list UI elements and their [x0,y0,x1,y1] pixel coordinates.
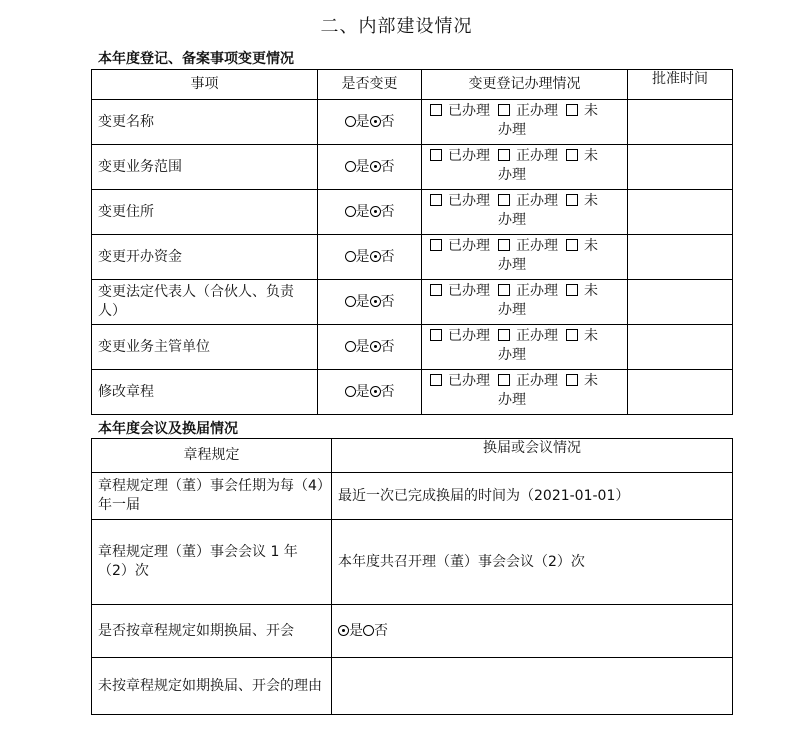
option-not: 未 [584,103,598,119]
option-wrap-text: 办理 [498,257,526,273]
changed-cell [318,190,422,235]
changed-cell [318,325,422,370]
status-cell [422,100,628,145]
radio-yes-icon[interactable] [345,206,356,217]
option-not: 未 [584,148,598,164]
table-row [92,235,733,280]
radio-no-label: 否 [380,293,395,310]
radio-yes-label: 是 [349,622,363,639]
item-label: 变更开办资金 [98,248,182,265]
option-done: 已办理 [448,148,490,164]
option-done: 已办理 [448,193,490,209]
checkbox-icon[interactable] [498,239,510,251]
table-header-row [92,70,733,100]
option-wrap-text: 办理 [498,167,526,183]
table-row [92,605,733,658]
meeting-status-cell: 本年度共召开理（董）事会会议（2）次 [332,520,733,605]
radio-yes-label: 是 [355,203,370,220]
radio-no-selected-icon[interactable] [370,296,381,307]
checkbox-icon[interactable] [566,239,578,251]
table-row [92,280,733,325]
section-title-changes: 本年度登记、备案事项变更情况 [98,51,294,67]
option-not: 未 [584,238,598,254]
radio-yes-label: 是 [355,158,370,175]
radio-no-selected-icon[interactable] [370,251,381,262]
radio-yes-label: 是 [355,113,370,130]
option-done: 已办理 [448,238,490,254]
changed-cell [318,235,422,280]
status-cell [422,280,628,325]
option-in-progress: 正办理 [516,283,558,299]
header-item: 事项 [92,70,318,100]
radio-yes-label: 是 [355,338,370,355]
status-cell [422,325,628,370]
option-in-progress: 正办理 [516,373,558,389]
option-wrap-text: 办理 [498,347,526,363]
page-title: 二、内部建设情况 [320,16,473,37]
radio-no-selected-icon[interactable] [370,206,381,217]
checkbox-icon[interactable] [566,374,578,386]
option-done: 已办理 [448,373,490,389]
item-cell [92,235,318,280]
checkbox-icon[interactable] [430,374,442,386]
option-done: 已办理 [448,328,490,344]
checkbox-icon[interactable] [430,329,442,341]
approval-time-cell[interactable] [628,235,733,280]
radio-yes-icon[interactable] [345,386,356,397]
item-label: 变更住所 [98,203,154,220]
checkbox-icon[interactable] [566,329,578,341]
header-approval-time: 批准时间 [628,70,733,100]
changed-cell [318,370,422,415]
item-label: 变更法定代表人（合伙人、负责人） [98,284,294,319]
option-not: 未 [584,193,598,209]
item-cell [92,190,318,235]
radio-no-selected-icon[interactable] [370,386,381,397]
option-wrap-text: 办理 [498,122,526,138]
option-not: 未 [584,283,598,299]
radio-no-selected-icon[interactable] [370,161,381,172]
status-cell [422,190,628,235]
approval-time-cell[interactable] [628,145,733,190]
approval-time-cell[interactable] [628,280,733,325]
table-row [92,325,733,370]
radio-no-icon[interactable] [363,625,374,636]
radio-yes-icon[interactable] [345,341,356,352]
option-in-progress: 正办理 [516,148,558,164]
meeting-status-cell: 最近一次已完成换届的时间为（2021-01-01） [332,473,733,520]
radio-no-selected-icon[interactable] [370,116,381,127]
approval-time-cell[interactable] [628,190,733,235]
changes-table [91,69,733,415]
item-label: 变更名称 [98,113,154,130]
meeting-status-cell [332,605,733,658]
radio-yes-label: 是 [355,383,370,400]
checkbox-icon[interactable] [430,284,442,296]
meeting-status-cell [332,658,733,715]
option-in-progress: 正办理 [516,193,558,209]
rule-cell: 是否按章程规定如期换届、开会 [92,605,332,658]
rule-cell: 未按章程规定如期换届、开会的理由 [92,658,332,715]
table-row [92,190,733,235]
checkbox-icon[interactable] [498,374,510,386]
checkbox-icon[interactable] [498,104,510,116]
checkbox-icon[interactable] [430,194,442,206]
meetings-table [91,438,733,715]
checkbox-icon[interactable] [566,104,578,116]
option-done: 已办理 [448,103,490,119]
header-status: 变更登记办理情况 [422,70,628,100]
changed-cell [318,280,422,325]
table-row [92,520,733,605]
option-not: 未 [584,328,598,344]
radio-yes-label: 是 [355,293,370,310]
radio-yes-selected-icon[interactable] [338,625,349,636]
radio-no-label: 否 [380,203,395,220]
radio-no-label: 否 [380,158,395,175]
table-row [92,370,733,415]
checkbox-icon[interactable] [430,149,442,161]
table-row [92,473,733,520]
approval-time-cell[interactable] [628,100,733,145]
checkbox-icon[interactable] [430,104,442,116]
radio-yes-icon[interactable] [345,296,356,307]
header-rule: 章程规定 [92,439,332,473]
status-cell [422,235,628,280]
changed-cell [318,145,422,190]
item-cell [92,325,318,370]
rule-cell: 章程规定理（董）事会任期为每（4）年一届 [92,473,332,520]
item-label: 变更业务主管单位 [98,338,210,355]
option-in-progress: 正办理 [516,328,558,344]
radio-no-label: 否 [380,338,395,355]
checkbox-icon[interactable] [498,149,510,161]
option-not: 未 [584,373,598,389]
radio-no-label: 否 [380,113,395,130]
status-cell [422,370,628,415]
checkbox-icon[interactable] [498,284,510,296]
approval-time-cell[interactable] [628,370,733,415]
option-wrap-text: 办理 [498,302,526,318]
status-cell [422,145,628,190]
item-cell [92,100,318,145]
radio-no-selected-icon[interactable] [370,341,381,352]
section-title-meetings: 本年度会议及换届情况 [98,421,238,437]
option-done: 已办理 [448,283,490,299]
checkbox-icon[interactable] [430,239,442,251]
radio-yes-icon[interactable] [345,251,356,262]
radio-yes-label: 是 [355,248,370,265]
approval-time-cell[interactable] [628,325,733,370]
table-row [92,145,733,190]
radio-yes-icon[interactable] [345,161,356,172]
header-meeting-status: 换届或会议情况 [332,439,733,473]
item-label: 变更业务范围 [98,158,182,175]
checkbox-icon[interactable] [566,284,578,296]
item-label: 修改章程 [98,383,154,400]
option-wrap-text: 办理 [498,212,526,228]
checkbox-icon[interactable] [566,149,578,161]
item-cell [92,280,318,325]
option-in-progress: 正办理 [516,238,558,254]
table-row [92,100,733,145]
rule-cell: 章程规定理（董）事会会议 1 年（2）次 [92,520,332,605]
checkbox-icon[interactable] [498,194,510,206]
table-row [92,658,733,715]
table-header-row [92,439,733,473]
option-in-progress: 正办理 [516,103,558,119]
item-cell [92,370,318,415]
radio-no-label: 否 [380,383,395,400]
option-wrap-text: 办理 [498,392,526,408]
item-cell [92,145,318,190]
checkbox-icon[interactable] [498,329,510,341]
radio-no-label: 否 [380,248,395,265]
radio-yes-icon[interactable] [345,116,356,127]
changed-cell [318,100,422,145]
checkbox-icon[interactable] [566,194,578,206]
radio-no-label: 否 [374,622,388,639]
header-changed: 是否变更 [318,70,422,100]
